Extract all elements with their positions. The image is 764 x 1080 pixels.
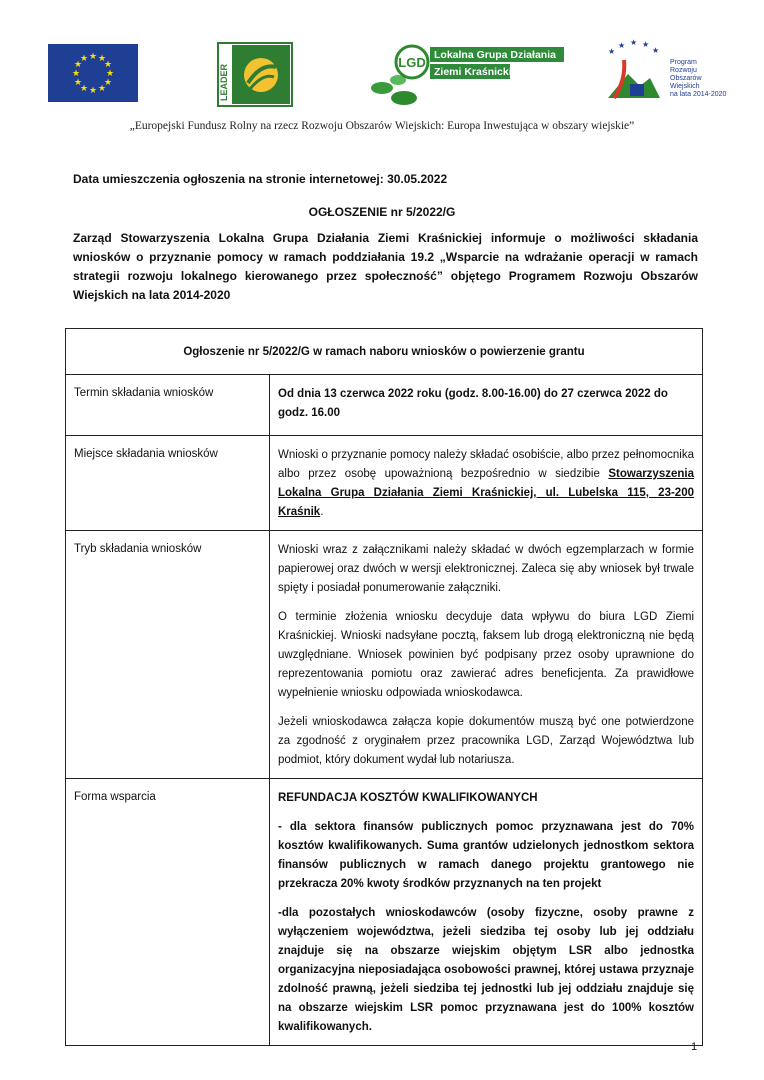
- procedure-paragraph-1: Wnioski wraz z załącznikami należy składać w dwóch egzemplarzach w formie papierowej oraz dwóch w wersji elektronicznej. Zaleca się aby wniosek był trwale spięty i posiadał ponumerowanie załączniki.: [278, 544, 694, 594]
- svg-text:★: ★: [642, 40, 650, 49]
- lgd-mark-text: LGD: [398, 55, 426, 70]
- svg-text:★: ★: [79, 54, 89, 64]
- svg-text:★: ★: [73, 60, 83, 70]
- announcement-intro: Zarząd Stowarzyszenia Lokalna Grupa Działania Ziemi Kraśnickiej informuje o możliwości składania wniosków o przyznanie pomocy w ramach poddziałania 19.2 „Wsparcie na wdrażanie operacji w ramach strategii rozwoju lokalnego kierowanego przez społeczność” objętego Programem Rozwoju Obszarów Wiejskich na lata 2014-2020: [73, 231, 698, 302]
- svg-text:★: ★: [630, 38, 638, 47]
- row-value-support-form: [270, 779, 703, 1046]
- svg-text:★: ★: [105, 69, 115, 79]
- svg-text:★: ★: [71, 69, 81, 79]
- row-label-place: Miejsce składania wniosków: [66, 436, 270, 531]
- procedure-paragraph-3: Jeżeli wnioskodawca załącza kopie dokumentów muszą być one potwierdzone za zgodność z oryginałem przez pracownika LGD, Zarząd Województwa lub podmiot, który dokument wydał lub notariusza.: [278, 716, 694, 766]
- svg-text:★: ★: [652, 46, 660, 55]
- row-label-support-form: Forma wsparcia: [66, 779, 270, 1046]
- svg-text:★: ★: [73, 78, 83, 88]
- svg-text:★: ★: [88, 52, 98, 62]
- table-row: [66, 375, 703, 436]
- prow-line3: Obszarów: [670, 75, 702, 82]
- prow-line5: na lata 2014-2020: [670, 91, 727, 98]
- svg-text:★: ★: [618, 41, 626, 50]
- prow-line4: Wiejskich: [670, 83, 700, 90]
- table-header-row: [66, 329, 703, 375]
- eu-flag-logo: [48, 44, 138, 102]
- prow-line1: Program: [670, 59, 697, 66]
- leader-logo-text: LEADER: [219, 63, 229, 101]
- row-value-place: [270, 436, 703, 531]
- association-address-link[interactable]: Stowarzyszenia Lokalna Grupa Działania Ziemi Kraśnickiej, ul. Lubelska 115, 23-200 Kraśnik: [278, 468, 694, 518]
- leader-logo: [218, 43, 292, 106]
- lgd-logo: [360, 40, 565, 110]
- support-heading: REFUNDACJA KOSZTÓW KWALIFIKOWANYCH: [278, 792, 538, 804]
- row-label-deadline: Termin składania wniosków: [66, 375, 270, 436]
- support-public-sector: - dla sektora finansów publicznych pomoc przyznawana jest do 70% kosztów kwalifikowanych. Suma grantów udzielonych jednostkom sektora finansów publicznych w ramach danego projektu grantowego nie przekracza 20% kwoty środków przyznanych na ten projekt: [278, 821, 694, 890]
- svg-text:★: ★: [103, 78, 113, 88]
- logo-bar: [0, 40, 764, 110]
- table-row: [66, 779, 703, 1046]
- svg-text:★: ★: [79, 84, 89, 94]
- table-row: [66, 436, 703, 531]
- row-value-procedure: [270, 531, 703, 779]
- support-other-applicants: -dla pozostałych wnioskodawców (osoby fizyczne, osoby prawne z wyłączeniem województwa, jeżeli siedziba tej osoby lub jej oddziału znajduje się na obszarze wiejskim objętym LSR albo jednostka organizacyjna nieposiadająca osobowości prawnej, której ustawa przyznaje zdolność prawną, jeżeli siedziba tej jednostki lub jej oddziału znajduje się na obszarze wiejskim LSR pomoc przyznawana jest do 100% kosztów kwalifikowanych.: [278, 907, 694, 1033]
- procedure-paragraph-2: O terminie złożenia wniosku decyduje data wpływu do biura LGD Ziemi Kraśnickiej. Wnioski nadsyłane pocztą, faksem lub drogą elektroniczną nie będą uwzględniane. Wniosek powinien być podpisany przez osoby uprawnione do reprezentowania pomiotu oraz zawierać adres beneficjenta. Za prawidłowe wypełnienie wniosku odpowiada wnioskodawca.: [278, 611, 694, 699]
- page-number: 1: [691, 1041, 698, 1053]
- place-suffix: .: [320, 506, 324, 518]
- svg-text:★: ★: [608, 47, 616, 56]
- lgd-name-line2: Ziemi Kraśnickiej: [434, 66, 521, 78]
- row-value-deadline: Od dnia 13 czerwca 2022 roku (godz. 8.00-16.00) do 27 czerwca 2022 do godz. 16.00: [270, 375, 703, 436]
- svg-text:★: ★: [103, 60, 113, 70]
- place-text: Wnioski o przyznanie pomocy należy składać osobiście, albo przez pełnomocnika albo przez osobę upoważnioną bezpośrednio w siedzibie: [278, 449, 694, 480]
- announcement-table: [65, 328, 703, 1046]
- table-row: [66, 531, 703, 779]
- lgd-name-line1: Lokalna Grupa Działania: [434, 49, 556, 61]
- row-label-procedure: Tryb składania wniosków: [66, 531, 270, 779]
- prow-logo: [600, 38, 727, 108]
- table-header: Ogłoszenie nr 5/2022/G w ramach naboru wniosków o powierzenie grantu: [66, 329, 703, 375]
- prow-line2: Rozwoju: [670, 67, 697, 74]
- svg-text:★: ★: [88, 86, 98, 96]
- announcement-title: OGŁOSZENIE nr 5/2022/G: [308, 205, 456, 219]
- svg-text:★: ★: [97, 54, 107, 64]
- svg-text:★: ★: [97, 84, 107, 94]
- funding-line: „Europejski Fundusz Rolny na rzecz Rozwoju Obszarów Wiejskich: Europa Inwestująca w obszary wiejskie”: [129, 120, 635, 132]
- publication-date: Data umieszczenia ogłoszenia na stronie internetowej: 30.05.2022: [73, 172, 448, 186]
